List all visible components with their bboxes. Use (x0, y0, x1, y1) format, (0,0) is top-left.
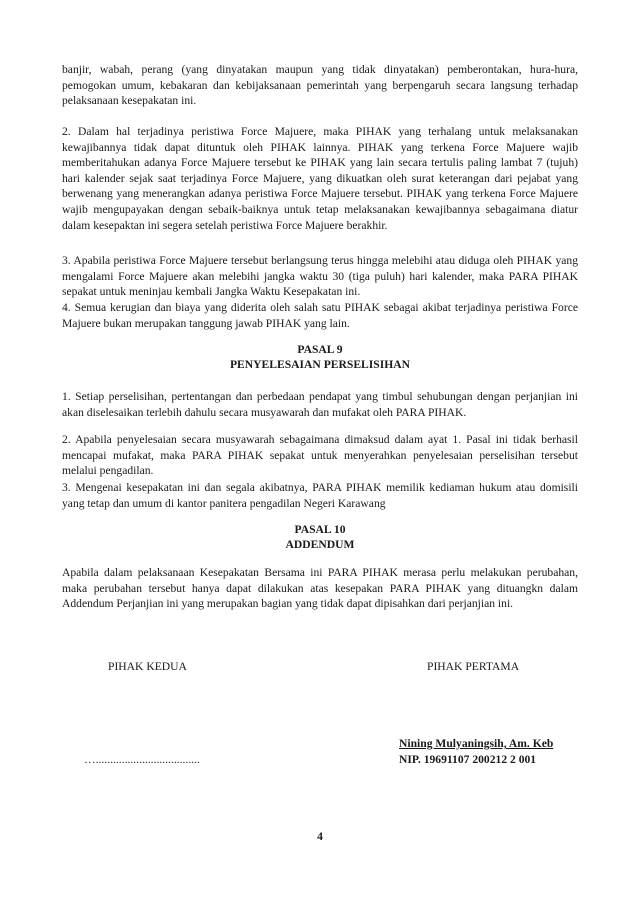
dispute-clause-1: 1. Setiap perselisihan, pertentangan dan perbedaan pendapat yang timbul sehubungan dengan perjanjian ini akan diselesaikan terlebih dahulu secara musyawarah dan mufakat oleh PARA PIHAK. (62, 390, 578, 419)
force-majeure-clause-2: 2. Dalam hal terjadinya peristiwa Force Majuere, maka PIHAK yang terhalang untuk melaksanakan kewajibannya tidak dapat dituntuk oleh PIHAK lainnya. PIHAK yang terkena Force Majuere wajib memberitahukan adanya Force Majuere tersebut ke PIHAK yang lain secara tertulis paling lambat 7 (tujuh) hari kalender sejak saat terjadinya Force Majuere, yang dikuatkan oleh surat keterangan dari pejabat yang berwenang yang menerangkan adanya peristiwa Force Majuere tersebut. PIHAK yang terkena Force Majuere wajib mengupayakan dengan sebaik-baiknya untuk tetap melaksanakan kewajibannya sebagaimana diatur dalam kesepaktan ini segera setelah peristiwa Force Majuere berakhir. (62, 125, 578, 232)
right-party-label: PIHAK PERTAMA (427, 660, 520, 673)
pasal-10-number: PASAL 10 (294, 523, 346, 536)
right-signatory-nip: NIP. 19691107 200212 2 001 (399, 753, 537, 766)
addendum-clause: Apabila dalam pelaksanaan Kesepakatan Bersama ini PARA PIHAK merasa perlu melakukan perubahan, maka perubahan tersebut hanya dapat dilakukan atas kesepakan PARA PIHAK yang dituangkn dalam Addendum Perjanjian ini yang merupakan bagian yang tidak dapat dipisahkan dari perjanjian ini. (62, 566, 578, 611)
dispute-clause-3: 3. Mengenai kesepakatan ini dan segala akibatnya, PARA PIHAK memilik kediaman hukum atau domisili yang tetap dan umum di kantor panitera pengadilan Negeri Karawang (62, 481, 578, 510)
force-majeure-clause-1-continuation: banjir, wabah, perang (yang dinyatakan maupun yang tidak dinyatakan) pemberontakan, hura-hura, pemogokan umum, kebakaran dan kebijaksanaan pemerintah yang berpengaruh secara langsung terhadap pelaksanaan kesepakatan ini. (62, 63, 578, 108)
pasal-9-title: PENYELESAIAN PERSELISIHAN (229, 358, 411, 371)
right-signatory-name: Nining Mulyaningsih, Am. Keb (399, 737, 554, 750)
force-majeure-clause-3: 3. Apabila peristiwa Force Majuere tersebut berlangsung terus hingga melebihi atau diduga oleh PIHAK yang mengalami Force Majuere akan melebihi jangka waktu 30 (tiga puluh) hari kalender, maka PARA PIHAK sepakat untuk meninjau kembali Jangka Waktu Kesepakatan ini. (62, 254, 578, 299)
pasal-10-title: ADDENDUM (285, 538, 355, 551)
dispute-clause-2: 2. Apabila penyelesaian secara musyawarah sebagaimana dimaksud dalam ayat 1. Pasal ini tidak berhasil mencapai mufakat, maka PARA PIHAK sepakat untuk menyerahkan penyelesaian perselisihan tersebut melalui pengadilan. (62, 433, 578, 478)
left-party-label: PIHAK KEDUA (108, 660, 187, 673)
page-number: 4 (317, 830, 323, 843)
left-signature-line: ….................................... (84, 753, 200, 766)
force-majeure-clause-4: 4. Semua kerugian dan biaya yang diderita oleh salah satu PIHAK sebagai akibat terjadinya peristiwa Force Majuere bukan merupakan tanggung jawab PIHAK yang lain. (62, 301, 578, 330)
pasal-9-number: PASAL 9 (297, 343, 343, 356)
